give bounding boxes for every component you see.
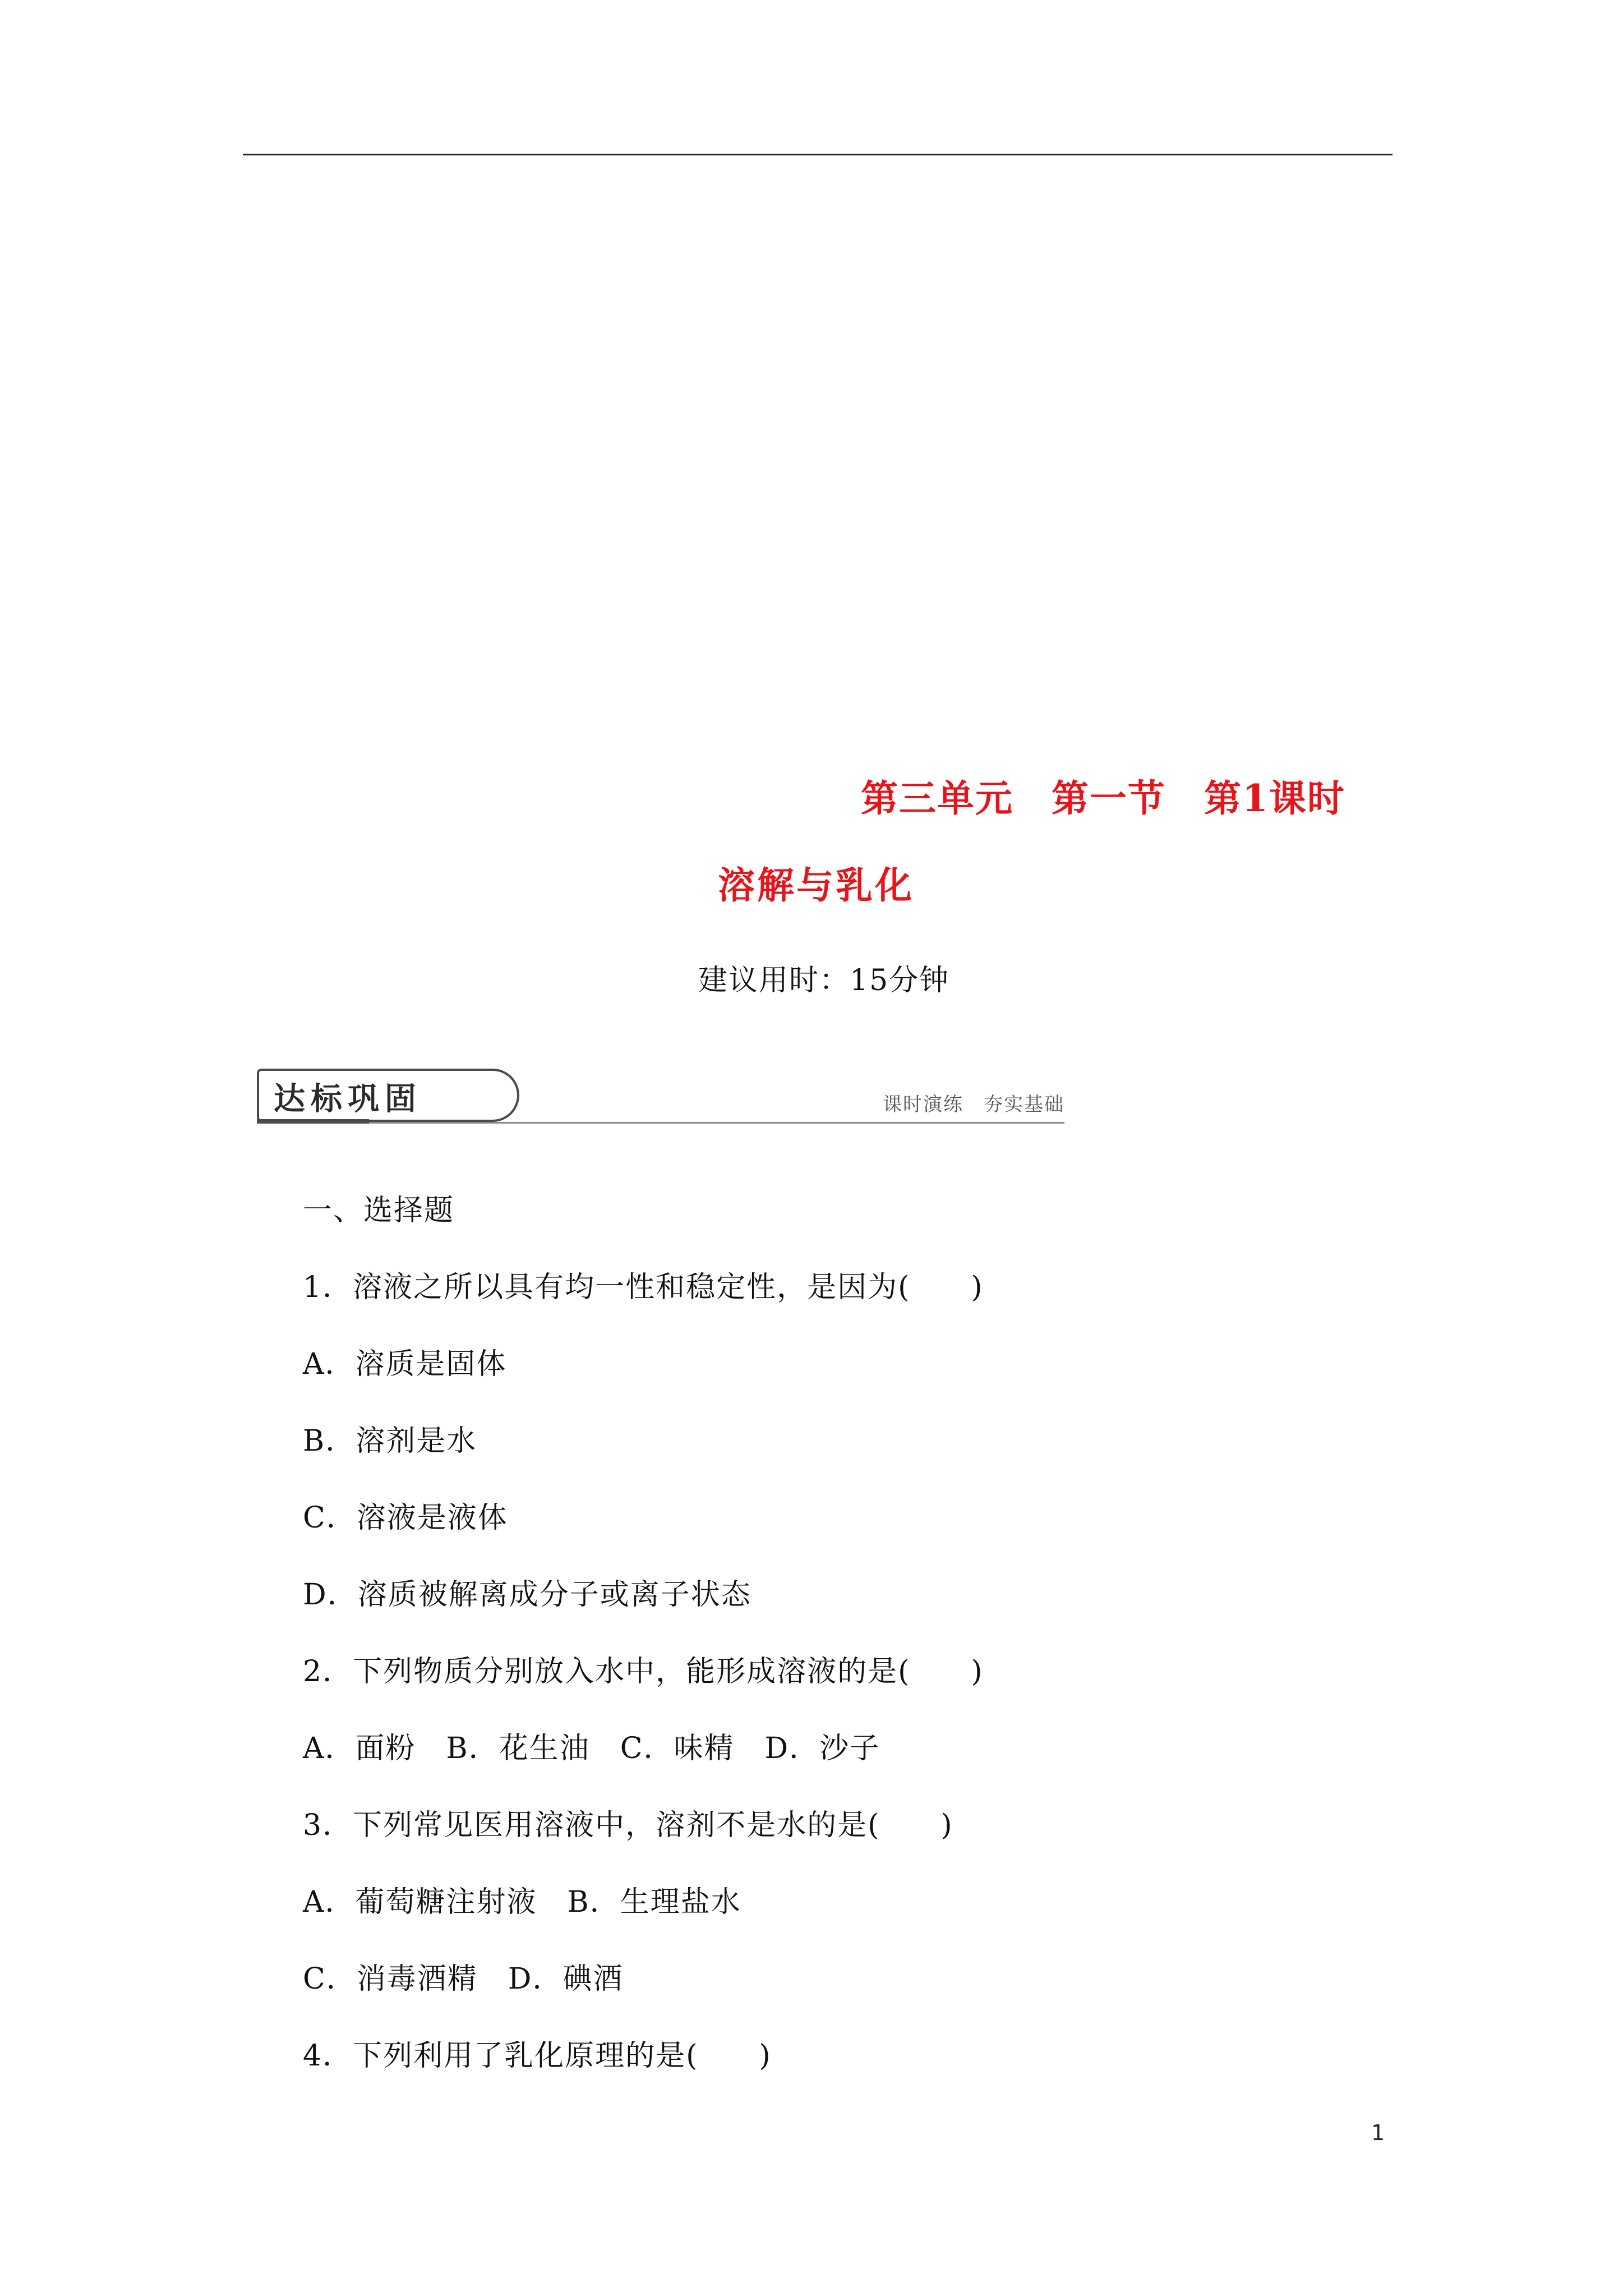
question-3-options-cd: C．消毒酒精 D．碘酒 <box>303 1962 624 1996</box>
banner-subtitle: 课时演练 夯实基础 <box>883 1093 1064 1116</box>
question-2-options: A．面粉 B．花生油 C．味精 D．沙子 <box>303 1732 880 1765</box>
question-1-stem: 1．溶液之所以具有均一性和稳定性，是因为( ) <box>303 1271 984 1304</box>
question-2-stem: 2．下列物质分别放入水中，能形成溶液的是( ) <box>303 1655 984 1688</box>
banner-cap <box>463 1069 519 1122</box>
question-3-stem: 3．下列常见医用溶液中，溶剂不是水的是( ) <box>303 1809 953 1842</box>
lesson-title: 第三单元 第一节 第1课时 <box>861 776 1345 820</box>
section-banner <box>257 1069 1064 1128</box>
question-4-stem: 4．下列利用了乳化原理的是( ) <box>303 2039 772 2073</box>
lesson-subtitle: 溶解与乳化 <box>718 863 914 907</box>
question-3-options-ab: A．葡萄糖注射液 B．生理盐水 <box>303 1885 741 1919</box>
section-heading: 一、选择题 <box>303 1194 455 1227</box>
question-1-option-b: B．溶剂是水 <box>303 1424 477 1458</box>
suggested-time: 建议用时：15分钟 <box>698 964 950 997</box>
question-1-option-d: D．溶质被解离成分子或离子状态 <box>303 1578 751 1612</box>
banner-underline <box>257 1122 1064 1124</box>
banner-accent <box>257 1119 369 1124</box>
header-rule <box>243 154 1393 155</box>
page-number: 1 <box>1371 2120 1385 2145</box>
question-1-option-c: C．溶液是液体 <box>303 1501 508 1535</box>
question-1-option-a: A．溶质是固体 <box>303 1347 507 1381</box>
banner-title: 达标巩固 <box>274 1081 422 1117</box>
